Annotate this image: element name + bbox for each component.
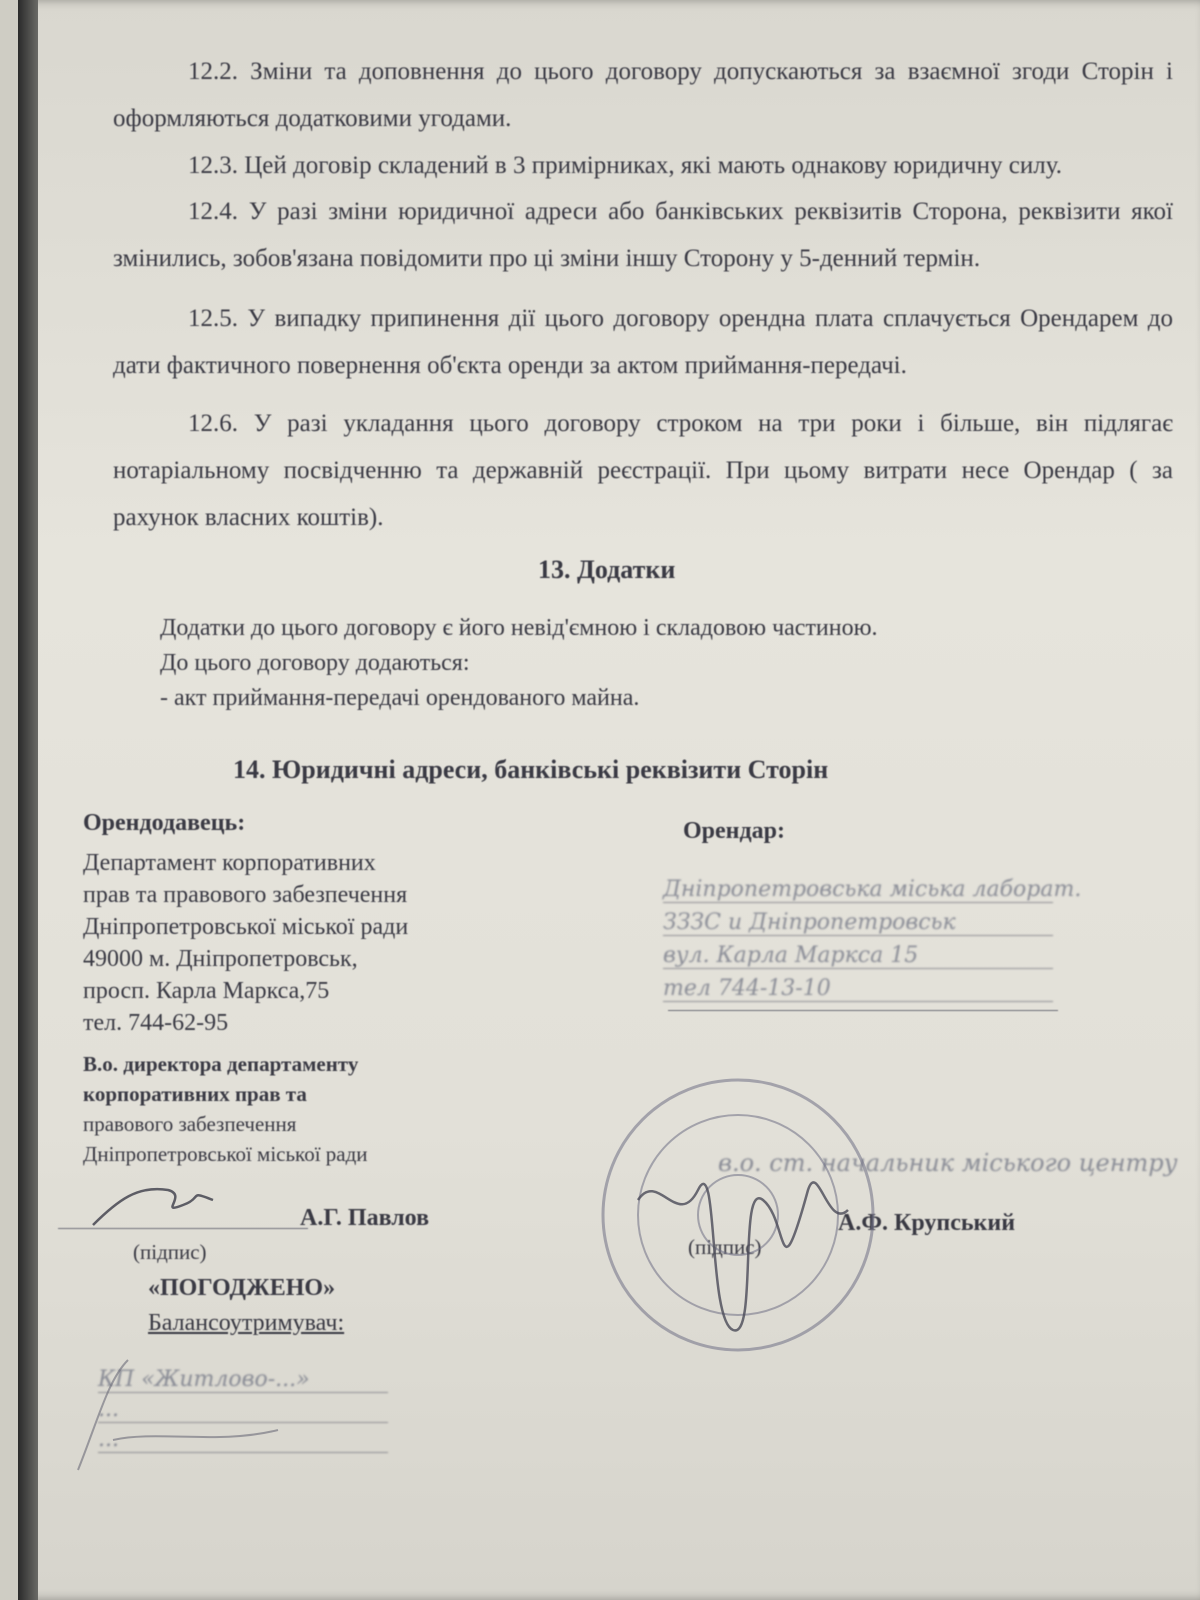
handwritten-balance-holder: КП «Житлово-...» — [98, 1367, 388, 1393]
section-14-title: 14. Юридичні адреси, банківські реквізити Сторін — [233, 755, 829, 784]
lessor-signature — [93, 1189, 213, 1225]
lessor-position: В.о. директора департаменту — [83, 1052, 359, 1076]
handwritten-lessee-line: вул. Карла Маркса 15 — [663, 943, 1053, 969]
signature-caption: (підпис) — [133, 1240, 207, 1264]
lessor-line: тел. 744-62-95 — [83, 1010, 229, 1036]
clause-12-4: 12.4. У разі зміни юридичної адреси або банківських реквізитів Сторона, реквізити якої змінились, зобов'язана повідомити про ці зміни іншу Сторону у 5-денний термін. — [113, 198, 1173, 272]
lessor-position: корпоративних прав та — [83, 1082, 307, 1106]
approval-title: «ПОГОДЖЕНО» — [148, 1275, 336, 1301]
lessor-line: прав та правового забезпечення — [83, 882, 408, 908]
appendix-line-2: До цього договору додаються: — [160, 650, 470, 676]
handwritten-lessee-line: тел 744-13-10 — [663, 976, 1053, 1002]
lessor-position: правового забезпечення — [83, 1112, 297, 1136]
handwritten-balance-holder: ... — [98, 1427, 388, 1453]
lessor-line: 49000 м. Дніпропетровськ, — [83, 946, 358, 972]
round-stamp — [603, 1080, 873, 1350]
appendix-line-1: Додатки до цього договору є його невід'ємною і складовою частиною. — [160, 615, 878, 641]
lessee-heading: Орендар: — [683, 818, 785, 844]
appendix-line-3: - акт приймання-передачі орендованого майна. — [160, 685, 640, 711]
clause-12-5: 12.5. У випадку припинення дії цього договору орендна плата сплачується Орендарем до дати фактичного повернення об'єкта оренди за актом приймання-передачі. — [113, 305, 1173, 379]
handwritten-lessee-line: Дніпропетровська міська лаборат. — [663, 877, 1082, 902]
lessee-signer-name: А.Ф. Крупський — [838, 1210, 1016, 1236]
lessor-line: Дніпропетровської міської ради — [83, 914, 409, 940]
lessor-line: просп. Карла Маркса,75 — [83, 978, 330, 1004]
handwritten-stamp-position: в.о. ст. начальник міського центру — [718, 1149, 1178, 1177]
lessor-signer-name: А.Г. Павлов — [300, 1205, 430, 1231]
document-page — [18, 0, 1200, 1600]
handwritten-lessee-line: ЗЗЗС и Дніпропетровськ — [663, 910, 1053, 936]
lessor-position: Дніпропетровської міської ради — [83, 1142, 368, 1166]
handwritten-balance-holder: ... — [98, 1397, 388, 1423]
lessee-signature — [638, 1182, 848, 1330]
balance-holder-signature — [78, 1360, 278, 1470]
lessor-line: Департамент корпоративних — [83, 850, 376, 876]
section-13-title: 13. Додатки — [538, 555, 676, 584]
balance-holder-label: Балансоутримувач: — [148, 1310, 345, 1336]
lessor-heading: Орендодавець: — [83, 810, 246, 836]
clause-12-2: 12.2. Зміни та доповнення до цього договору допускаються за взаємної згоди Сторін і оформляються додатковими угодами. — [113, 58, 1173, 132]
stamps-and-signatures — [18, 0, 1200, 1600]
clause-12-6: 12.6. У разі укладання цього договору строком на три роки і більше, він підлягає нотаріальному посвідченню та державній реєстрації. При цьому витрати несе Орендар ( за рахунок власних коштів). — [113, 410, 1173, 531]
clause-12-3: 12.3. Цей договір складений в 3 примірниках, які мають однакову юридичну силу. — [188, 152, 1062, 179]
signature-caption: (підпис) — [688, 1235, 762, 1259]
